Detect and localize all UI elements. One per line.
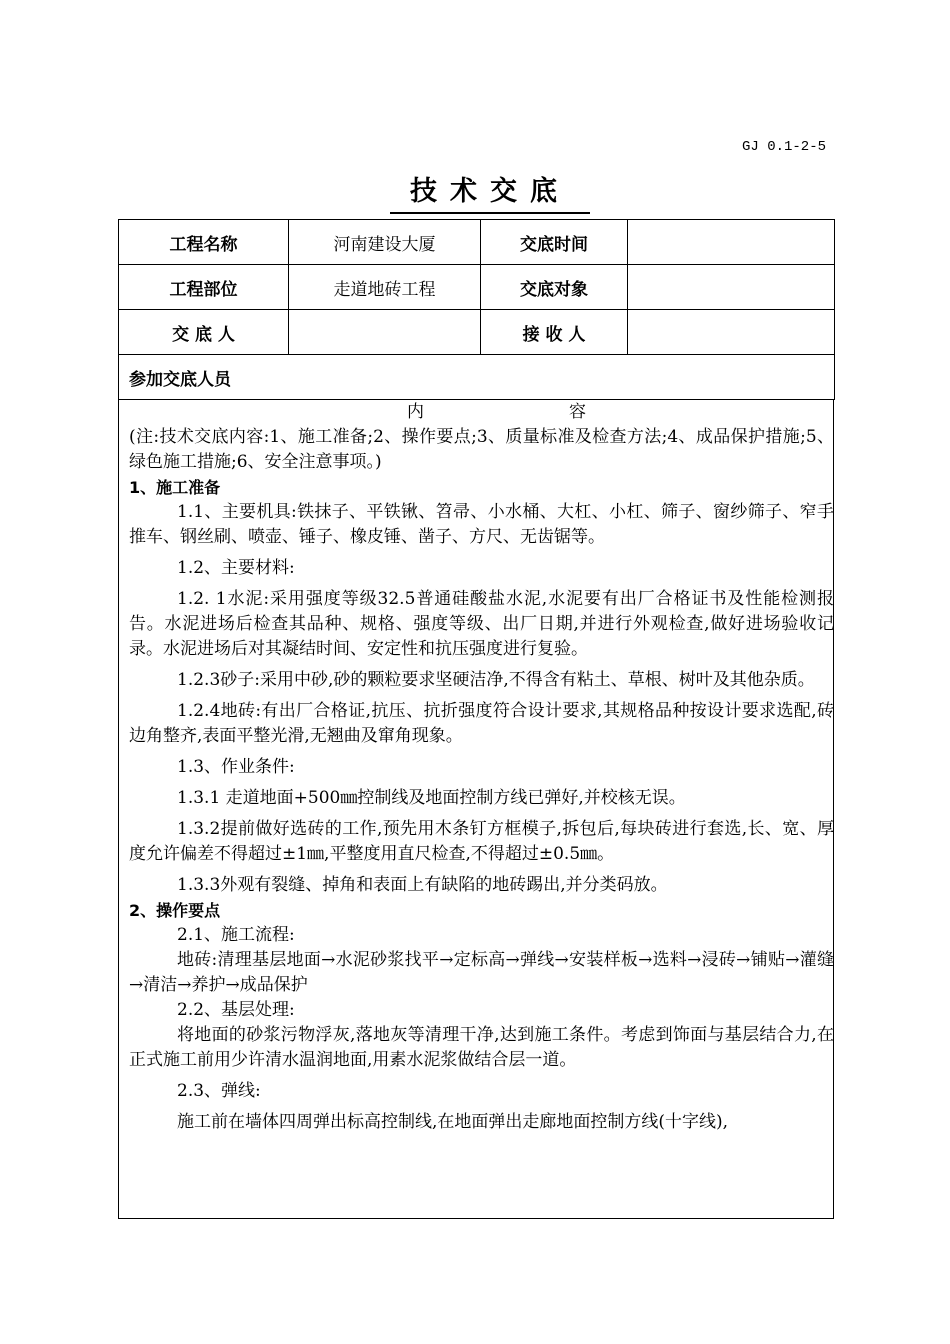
paragraph: 1.3.3外观有裂缝、掉角和表面上有缺陷的地砖踢出,并分类码放。 (177, 875, 668, 895)
document-code: GJ 0.1-2-5 (742, 139, 827, 155)
paragraph: 1.1、主要机具:铁抹子、平铁锹、笤帚、小水桶、大杠、小杠、筛子、窗纱筛子、窄手推车、钢丝刷、喷壶、锤子、橡皮锤、凿子、方尺、无齿锯等。 (129, 502, 834, 547)
content-heading-left: 内 (407, 402, 424, 422)
time-value (628, 220, 835, 265)
paragraph: 1.2.4地砖:有出厂合格证,抗压、抗折强度符合设计要求,其规格品种按设计要求选配,砖边角整齐,表面平整光滑,无翘曲及窜角现象。 (129, 701, 834, 746)
receiver-value (628, 310, 835, 355)
participants-label: 参加交底人员 (119, 355, 835, 400)
paragraph: 1.3、作业条件: (177, 757, 295, 777)
section-heading: 2、操作要点 (129, 901, 221, 920)
project-name-value: 河南建设大厦 (289, 220, 481, 265)
info-table (118, 219, 835, 400)
presenter-label: 交 底 人 (119, 310, 289, 355)
paragraph: 1.3.1 走道地面+500㎜控制线及地面控制方线已弹好,并校核无误。 (177, 788, 686, 808)
info-row (119, 310, 835, 355)
section-heading: 1、施工准备 (129, 478, 221, 497)
paragraph: 将地面的砂浆污物浮灰,落地灰等清理干净,达到施工条件。考虑到饰面与基层结合力,在正式施工前用少许清水温润地面,用素水泥浆做结合层一道。 (129, 1025, 834, 1070)
paragraph: 1.3.2提前做好选砖的工作,预先用木条钉方框模子,拆包后,每块砖进行套选,长、宽、厚度允许偏差不得超过±1㎜,平整度用直尺检查,不得超过±0.5㎜。 (129, 819, 834, 864)
paragraph: 2.3、弹线: (177, 1081, 261, 1101)
paragraph: 1.2、主要材料: (177, 558, 295, 578)
info-row (119, 220, 835, 265)
target-label: 交底对象 (481, 265, 628, 310)
time-label: 交底时间 (481, 220, 628, 265)
part-value: 走道地砖工程 (289, 265, 481, 310)
paragraph: 1.2.3砂子:采用中砂,砂的颗粒要求坚硬洁净,不得含有粘土、草根、树叶及其他杂质。 (177, 670, 815, 690)
presenter-value (289, 310, 481, 355)
info-row (119, 265, 835, 310)
content-heading (129, 400, 834, 425)
receiver-label: 接 收 人 (481, 310, 628, 355)
target-value (628, 265, 835, 310)
content-box (118, 400, 834, 1219)
document-title: 技术交底 (390, 172, 590, 214)
note: (注:技术交底内容:1、施工准备;2、操作要点;3、质量标准及检查方法;4、成品保护措施;5、绿色施工措施;6、安全注意事项。) (129, 427, 834, 472)
paragraph: 地砖:清理基层地面→水泥砂浆找平→定标高→弹线→安装样板→选料→浸砖→铺贴→灌缝→清洁→养护→成品保护 (129, 950, 834, 995)
content-heading-right: 容 (569, 402, 586, 422)
part-label: 工程部位 (119, 265, 289, 310)
paragraph: 2.2、基层处理: (177, 1000, 295, 1020)
paragraph: 2.1、施工流程: (177, 925, 295, 945)
project-name-label: 工程名称 (119, 220, 289, 265)
paragraph: 施工前在墙体四周弹出标高控制线,在地面弹出走廊地面控制方线(十字线), (177, 1112, 729, 1132)
content-body (129, 400, 834, 1135)
info-row (119, 355, 835, 400)
paragraph: 1.2. 1水泥:采用强度等级32.5普通硅酸盐水泥,水泥要有出厂合格证书及性能检测报告。水泥进场后检查其品种、规格、强度等级、出厂日期,并进行外观检查,做好进场验收记录。水泥进场后对其凝结时间、安定性和抗压强度进行复验。 (129, 589, 834, 659)
